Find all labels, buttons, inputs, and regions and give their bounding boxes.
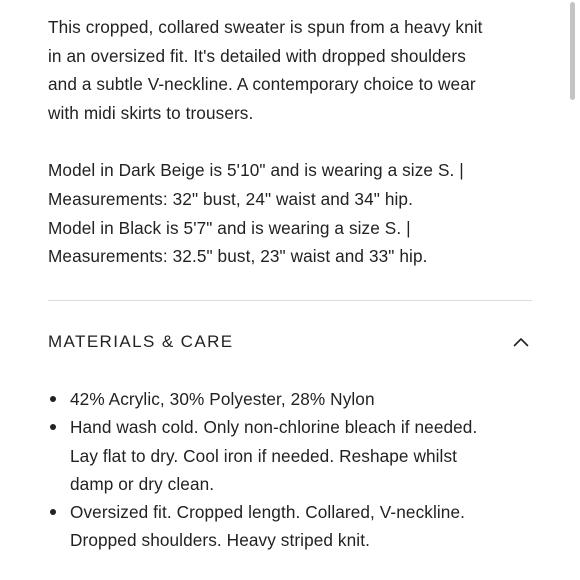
chevron-up-icon[interactable] [512,333,530,351]
list-item-line: Dropped shoulders. Heavy striped knit. [70,530,370,551]
model-info-line: Model in Dark Beige is 5'10" and is wearing a size S. | [48,160,464,181]
bullet-icon [50,396,56,402]
paragraph-spacer [48,127,548,156]
model-info-line: Measurements: 32" bust, 24" waist and 34" hip. [48,188,413,209]
description-line: This cropped, collared sweater is spun from a heavy knit [48,17,483,37]
description-line: and a subtle V-neckline. A contemporary choice to wear [48,74,476,95]
materials-care-list [48,385,538,555]
list-item-line: Oversized fit. Cropped length. Collared, V-neckline. [70,502,465,523]
model-info-line: Measurements: 32.5" bust, 23" waist and 33" hip. [48,246,428,267]
accordion-title: MATERIALS & CARE [48,332,234,351]
bullet-icon [50,509,56,515]
scrollbar-thumb[interactable] [570,2,575,100]
scrollbar-track[interactable] [566,0,580,580]
list-item [48,498,538,555]
model-info-line: Model in Black is 5'7" and is wearing a size S. | [48,217,411,238]
list-item [48,385,538,413]
list-item [48,413,538,498]
list-item-line: Lay flat to dry. Cool iron if needed. Reshape whilst [70,445,458,466]
bullet-icon [50,424,56,430]
description-line: with midi skirts to trousers. [48,102,254,123]
section-divider [48,300,532,301]
list-item-line: Hand wash cold. Only non-chlorine bleach if needed. [70,417,478,438]
product-description [48,13,548,271]
description-line: in an oversized fit. It's detailed with dropped shoulders [48,45,466,66]
list-item-line: 42% Acrylic, 30% Polyester, 28% Nylon [70,389,375,409]
list-item-line: damp or dry clean. [70,473,215,494]
materials-care-accordion-toggle[interactable] [48,322,532,362]
